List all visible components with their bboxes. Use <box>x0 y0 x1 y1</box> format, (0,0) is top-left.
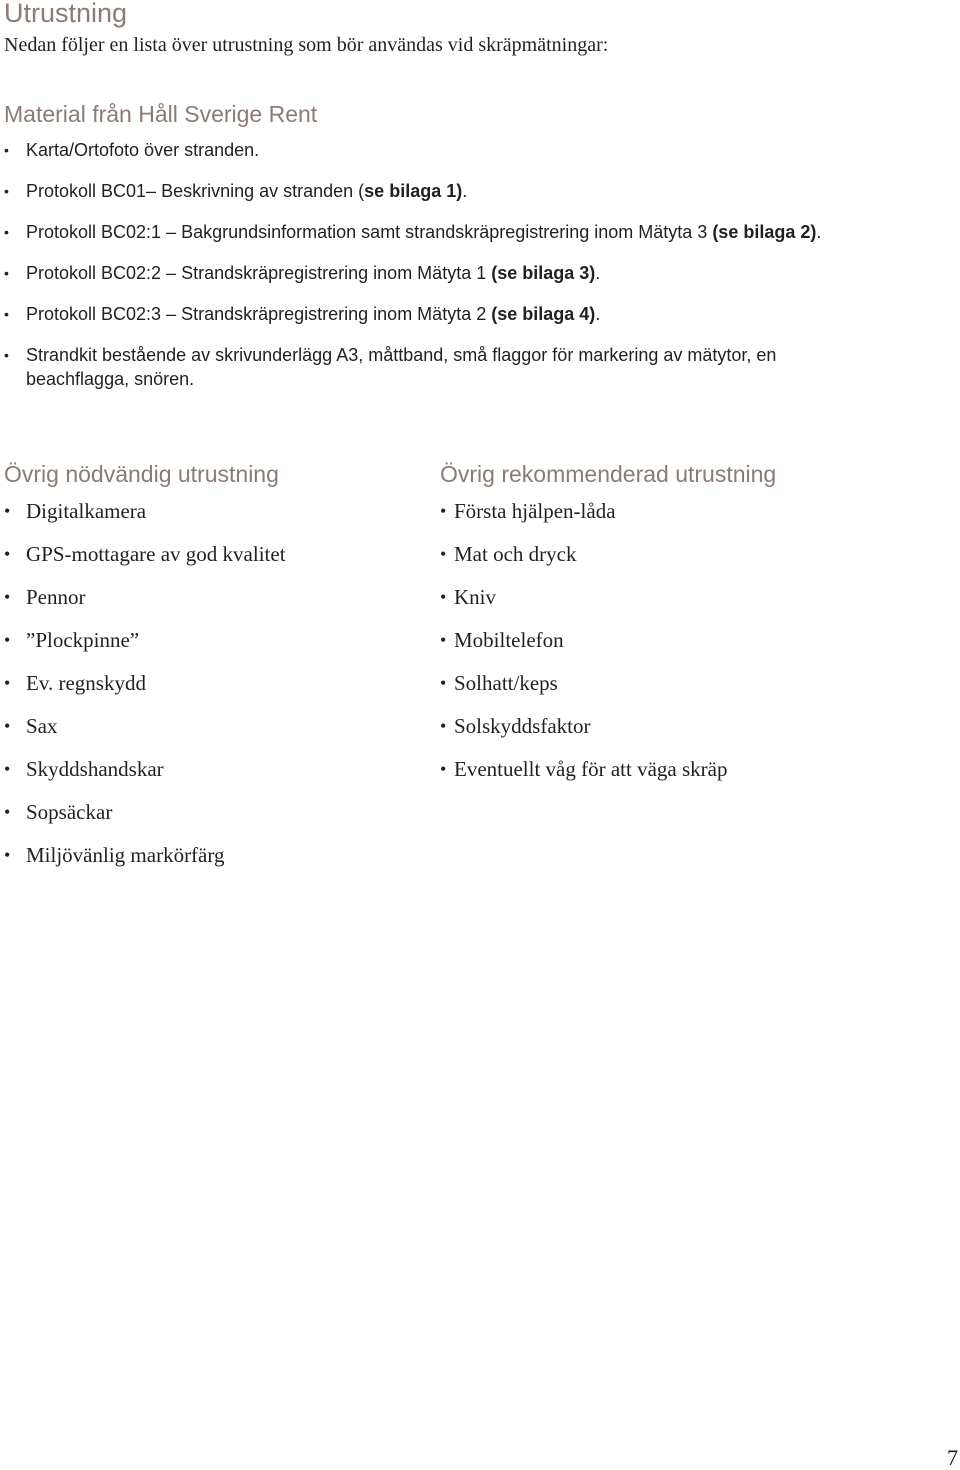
list-item <box>4 841 424 869</box>
intro-text: Nedan följer en lista över utrustning som bör användas vid skräpmätningar: <box>4 34 609 56</box>
page-title: Utrustning <box>4 0 128 28</box>
item-text: Mat och dryck <box>454 542 577 566</box>
item-end: . <box>595 304 601 324</box>
list-item <box>4 798 424 826</box>
bullet-icon: • <box>440 501 447 521</box>
list-item <box>4 755 424 783</box>
material-heading: Material från Håll Sverige Rent <box>4 101 318 127</box>
item-text: Kniv <box>454 585 496 609</box>
list-item <box>440 755 860 783</box>
item-reference: (se bilaga 3) <box>491 263 596 283</box>
item-text: Pennor <box>26 585 86 609</box>
item-text: Ev. regnskydd <box>26 671 146 695</box>
item-text: Eventuellt våg för att väga skräp <box>454 757 728 781</box>
list-item <box>4 220 864 244</box>
list-item <box>4 179 864 203</box>
item-text: Solskyddsfaktor <box>454 714 591 738</box>
item-end: . <box>595 263 601 283</box>
item-text: Strandkit bestående av skrivunderlägg A3, måttband, små flaggor för markering av mätytor, en beachflagga, snören. <box>26 345 777 389</box>
list-item <box>4 261 864 285</box>
bullet-icon: • <box>4 673 11 693</box>
item-text: Protokoll BC02:3 – Strandskräpregistrering inom Mätyta 2 <box>26 304 492 324</box>
item-text: Karta/Ortofoto över stranden. <box>26 140 260 160</box>
list-item <box>440 540 860 568</box>
bullet-icon: • <box>4 306 9 322</box>
list-item <box>440 583 860 611</box>
item-text: Miljövänlig markörfärg <box>26 843 225 867</box>
bullet-icon: • <box>440 716 447 736</box>
page-number: 7 <box>947 1445 958 1470</box>
bullet-icon: • <box>440 544 447 564</box>
list-item <box>4 343 864 391</box>
item-end: . <box>462 181 468 201</box>
list-item <box>4 712 424 740</box>
bullet-icon: • <box>4 183 9 199</box>
item-text: Protokoll BC02:1 – Bakgrundsinformation samt strandskräpregistrering inom Mätyta 3 <box>26 222 713 242</box>
bullet-icon: • <box>440 673 447 693</box>
bullet-icon: • <box>4 845 11 865</box>
bullet-icon: • <box>4 544 11 564</box>
list-item <box>4 302 864 326</box>
item-text: Sopsäckar <box>26 800 113 824</box>
bullet-icon: • <box>4 716 11 736</box>
item-reference: se bilaga 1) <box>364 181 463 201</box>
item-end: . <box>816 222 822 242</box>
bullet-icon: • <box>4 630 11 650</box>
list-item <box>4 669 424 697</box>
item-text: Digitalkamera <box>26 499 147 523</box>
list-item <box>440 497 860 525</box>
list-item <box>4 540 424 568</box>
item-text: Sax <box>26 714 58 738</box>
bullet-icon: • <box>4 802 11 822</box>
bullet-icon: • <box>440 587 447 607</box>
bullet-icon: • <box>440 759 447 779</box>
bullet-icon: • <box>4 759 11 779</box>
bullet-icon: • <box>4 587 11 607</box>
recommended-list <box>440 497 860 798</box>
list-item <box>440 712 860 740</box>
item-text: Skyddshandskar <box>26 757 164 781</box>
bullet-icon: • <box>4 224 9 240</box>
item-text: Protokoll BC01– Beskrivning av stranden ( <box>26 181 365 201</box>
list-item <box>4 626 424 654</box>
list-item <box>4 497 424 525</box>
list-item <box>440 669 860 697</box>
bullet-icon: • <box>4 501 11 521</box>
bullet-icon: • <box>440 630 447 650</box>
item-text: Första hjälpen-låda <box>454 499 616 523</box>
item-text: Solhatt/keps <box>454 671 558 695</box>
necessary-heading: Övrig nödvändig utrustning <box>4 461 279 487</box>
bullet-icon: • <box>4 142 9 158</box>
item-text: Mobiltelefon <box>454 628 564 652</box>
list-item <box>440 626 860 654</box>
item-text: ”Plockpinne” <box>26 628 140 652</box>
bullet-icon: • <box>4 265 9 281</box>
necessary-list <box>4 497 424 884</box>
material-list <box>4 138 864 408</box>
item-text: Protokoll BC02:2 – Strandskräpregistrering inom Mätyta 1 <box>26 263 492 283</box>
list-item <box>4 138 864 162</box>
item-text: GPS-mottagare av god kvalitet <box>26 542 286 566</box>
bullet-icon: • <box>4 347 9 363</box>
item-reference: (se bilaga 2) <box>712 222 817 242</box>
list-item <box>4 583 424 611</box>
recommended-heading: Övrig rekommenderad utrustning <box>440 461 777 487</box>
item-reference: (se bilaga 4) <box>491 304 596 324</box>
